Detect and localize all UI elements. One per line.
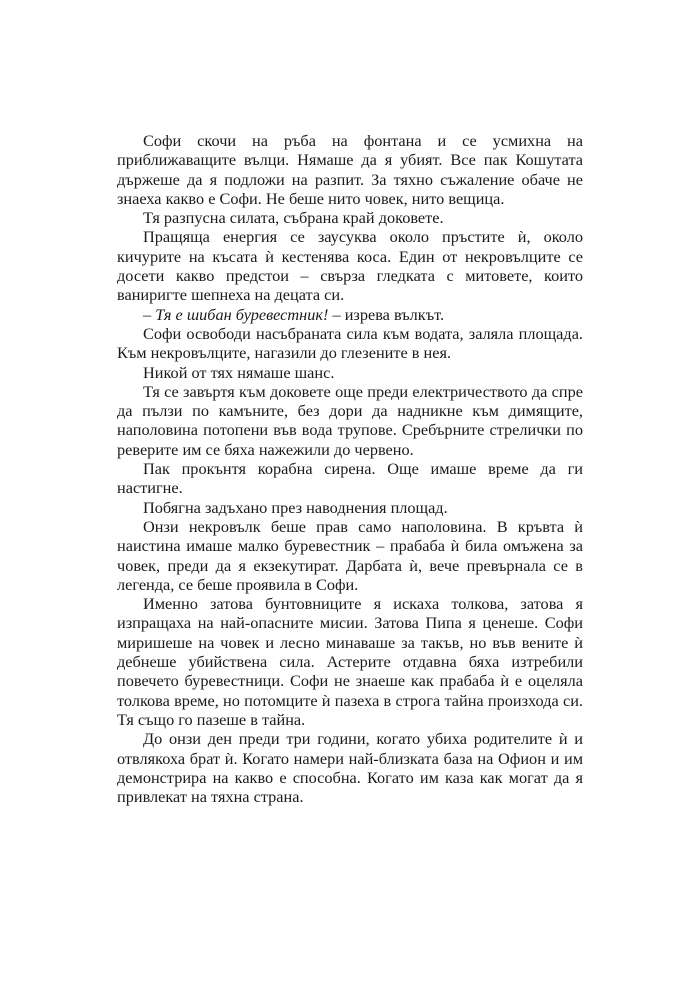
paragraph-5: Софи освободи насъбраната сила към водата, заляла площада. Към некровълците, нагазили до глезените в нея. [117,323,583,363]
paragraph-7: Тя се завъртя към доковете още преди електричеството да спре да пълзи по камъните, без дори да надникне към димящите, наполовина потопени във вода трупове. Сребърните стрелички по реверите им се бяха нажежили до червено. [117,381,583,459]
paragraph-8: Пак прокънтя корабна сирена. Още имаше време да ги настигне. [117,459,583,498]
dialogue-speech: Тя е шибан буревестник! [155,304,329,324]
paragraph-3: Пращяща енергия се заусуква около пръстите ѝ, около кичурите на късата ѝ кестенява коса. Един от некровълците се досети какво предстои – свърза гледката с митовете, които ваниригте шепнеха на децата си. [117,227,583,305]
dialogue-tag: – изрева вълкът. [328,304,445,324]
paragraph-2: Тя разпусна силата, събрана край доковете. [143,208,444,228]
body-text [117,131,583,806]
paragraph-6: Никой от тях нямаше шанс. [143,362,335,382]
paragraph-11: Именно затова бунтовниците я искаха толкова, затова я изпращаха на най-опасните мисии. Затова Пипа я ценеше. Софи миришеше на човек и лесно минаваше за такъв, но във вените ѝ дебнеше убийствена сила. Астерите отдавна бяха изтребили повечето буревестници. Софи не знаеше как прабаба ѝ е оцеляла толкова време, но потомците ѝ пазеха в строга тайна произхода си. Тя също го пазеше в тайна. [117,594,583,729]
dialogue-line [117,305,583,324]
paragraph-12: До онзи ден преди три години, когато убиха родителите ѝ и отвлякоха брат ѝ. Когато намери най-близката база на Офион и им демонстрира на какво е способна. Когато им каза как могат да я привлекат на тяхна страна. [117,729,583,807]
dialogue-dash: – [143,304,156,324]
paragraph-10: Онзи некровълк беше прав само наполовина. В кръвта ѝ наистина имаше малко буревестник – прабаба ѝ била омъжена за човек, преди да я екзекутират. Дарбата ѝ, вече превърнала се в легенда, се беше проявила в Софи. [117,516,583,594]
paragraph-1: Софи скочи на ръба на фонтана и се усмихна на приближаващите вълци. Нямаше да я убият. Все пак Кошутата държеше да я подложи на разпит. За тяхно съжаление обаче не знаеха какво е Софи. Не беше нито човек, нито вещица. [117,131,583,208]
paragraph-9: Побягна задъхано през наводнения площад. [143,497,448,517]
